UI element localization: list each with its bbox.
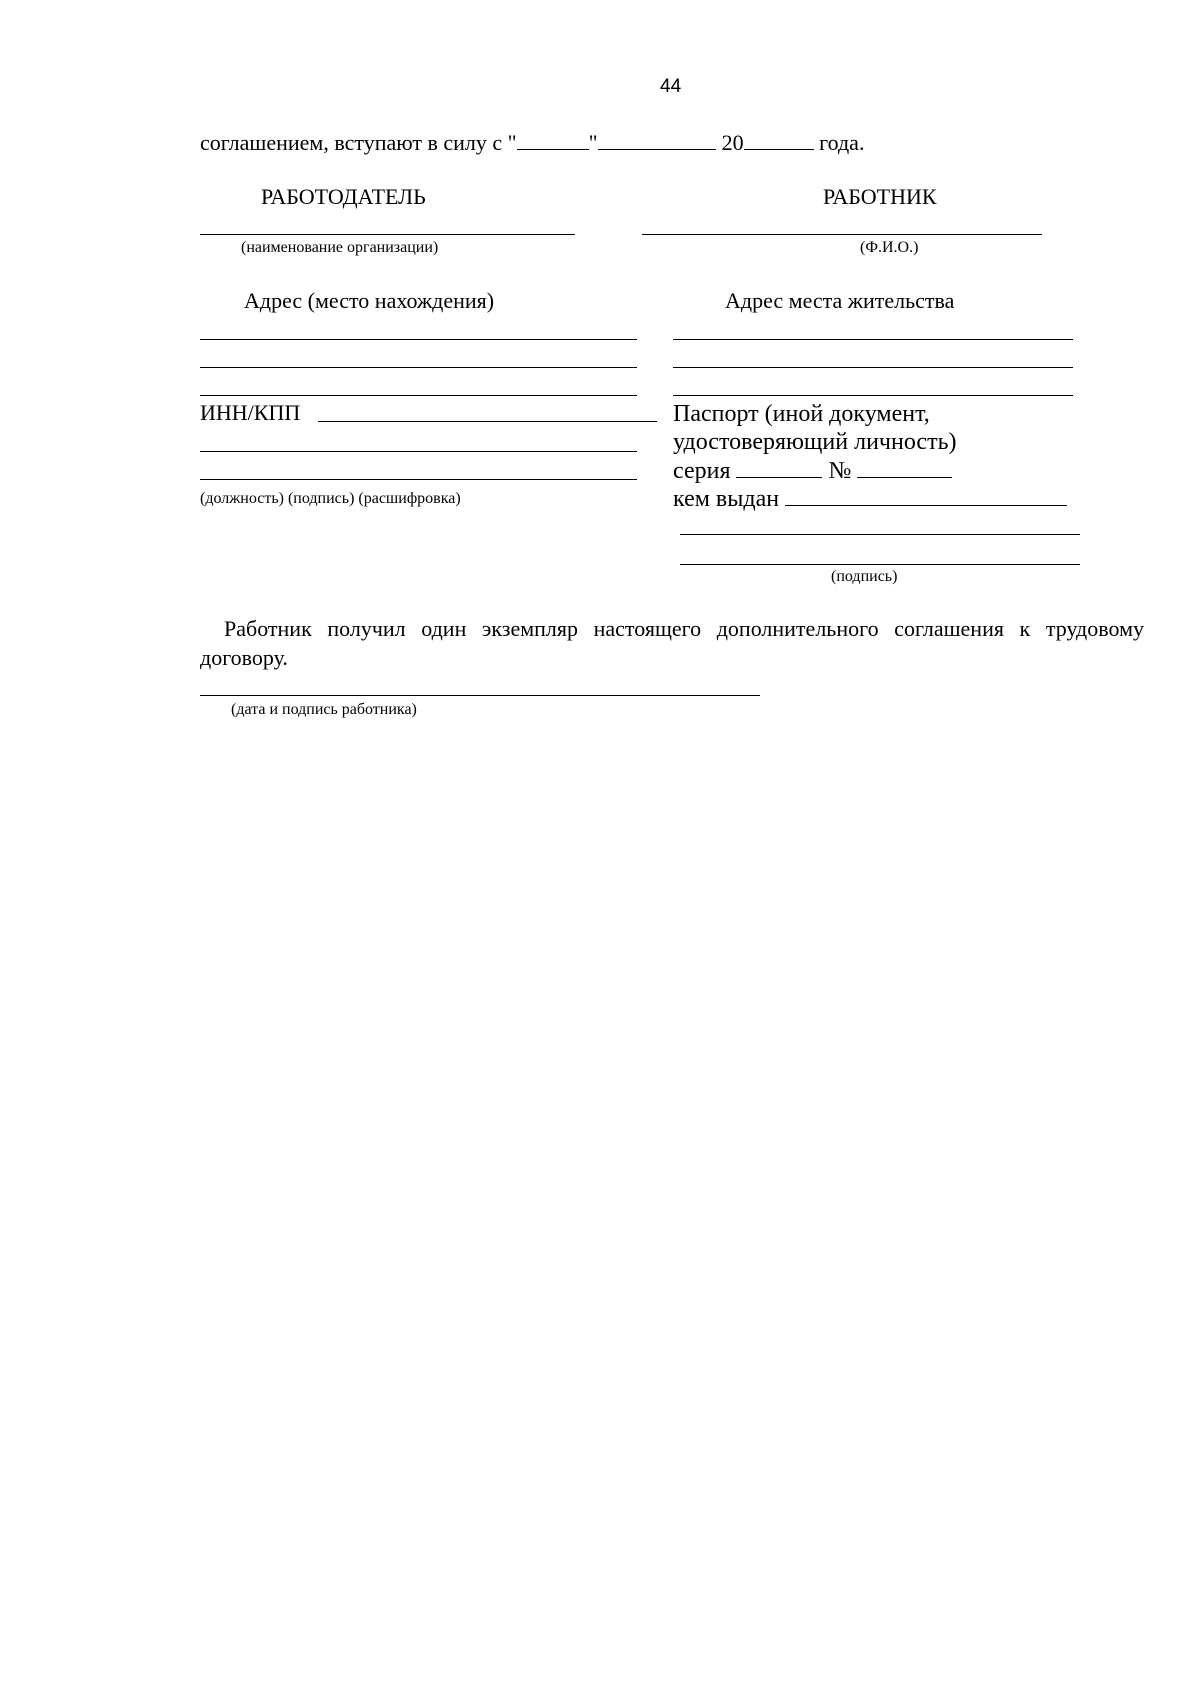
employee-address-line[interactable] [673, 395, 1073, 396]
passport-label-1: Паспорт (иной документ, [673, 401, 930, 427]
employer-heading: РАБОТОДАТЕЛЬ [261, 184, 426, 209]
employer-name-caption: (наименование организации) [241, 239, 439, 256]
receipt-caption: (дата и подпись работника) [231, 701, 417, 718]
day-blank[interactable] [517, 128, 589, 150]
employee-address-line[interactable] [673, 339, 1073, 340]
employee-signature-line[interactable] [680, 564, 1080, 565]
receipt-signature-line[interactable] [200, 695, 760, 696]
quote-close: " [588, 130, 598, 155]
year-blank[interactable] [744, 128, 814, 150]
employee-address-line[interactable] [673, 367, 1073, 368]
employer-address-line[interactable] [200, 367, 637, 368]
issued-by-row [673, 484, 1067, 513]
page-number: 44 [660, 76, 682, 97]
issued-by-label: кем выдан [673, 486, 780, 512]
effective-date-prefix: соглашением, вступают в силу с " [200, 130, 517, 155]
employer-signature-caption: (должность) (подпись) (расшифровка) [200, 490, 461, 507]
effective-date-line [200, 128, 864, 156]
year-suffix: года. [813, 130, 865, 155]
employee-heading: РАБОТНИК [823, 184, 937, 209]
passport-label-2: удостоверяющий личность) [673, 429, 957, 455]
number-label: № [828, 458, 852, 484]
employer-address-line[interactable] [200, 395, 637, 396]
employee-name-caption: (Ф.И.О.) [860, 239, 919, 256]
employer-address-heading: Адрес (место нахождения) [244, 288, 495, 313]
employee-address-heading: Адрес места жительства [725, 288, 955, 313]
receipt-paragraph: Работник получил один экземпляр настоящего дополнительного соглашения к трудовому договору. [200, 616, 1144, 670]
employee-name-line[interactable] [642, 234, 1042, 235]
series-label: серия [673, 458, 731, 484]
issued-by-line[interactable] [680, 534, 1080, 535]
employer-name-line[interactable] [200, 234, 575, 235]
inn-kpp-label: ИНН/КПП [200, 400, 301, 425]
employer-address-line[interactable] [200, 339, 637, 340]
employer-signature-line[interactable] [200, 451, 637, 452]
inn-kpp-line[interactable] [318, 421, 657, 422]
issued-by-blank[interactable] [785, 484, 1067, 506]
employee-signature-caption: (подпись) [831, 568, 898, 585]
month-blank[interactable] [598, 128, 716, 150]
passport-series-row [673, 456, 952, 485]
number-blank[interactable] [857, 456, 952, 478]
employer-signature-line[interactable] [200, 479, 637, 480]
year-prefix: 20 [721, 130, 744, 155]
series-blank[interactable] [736, 456, 822, 478]
